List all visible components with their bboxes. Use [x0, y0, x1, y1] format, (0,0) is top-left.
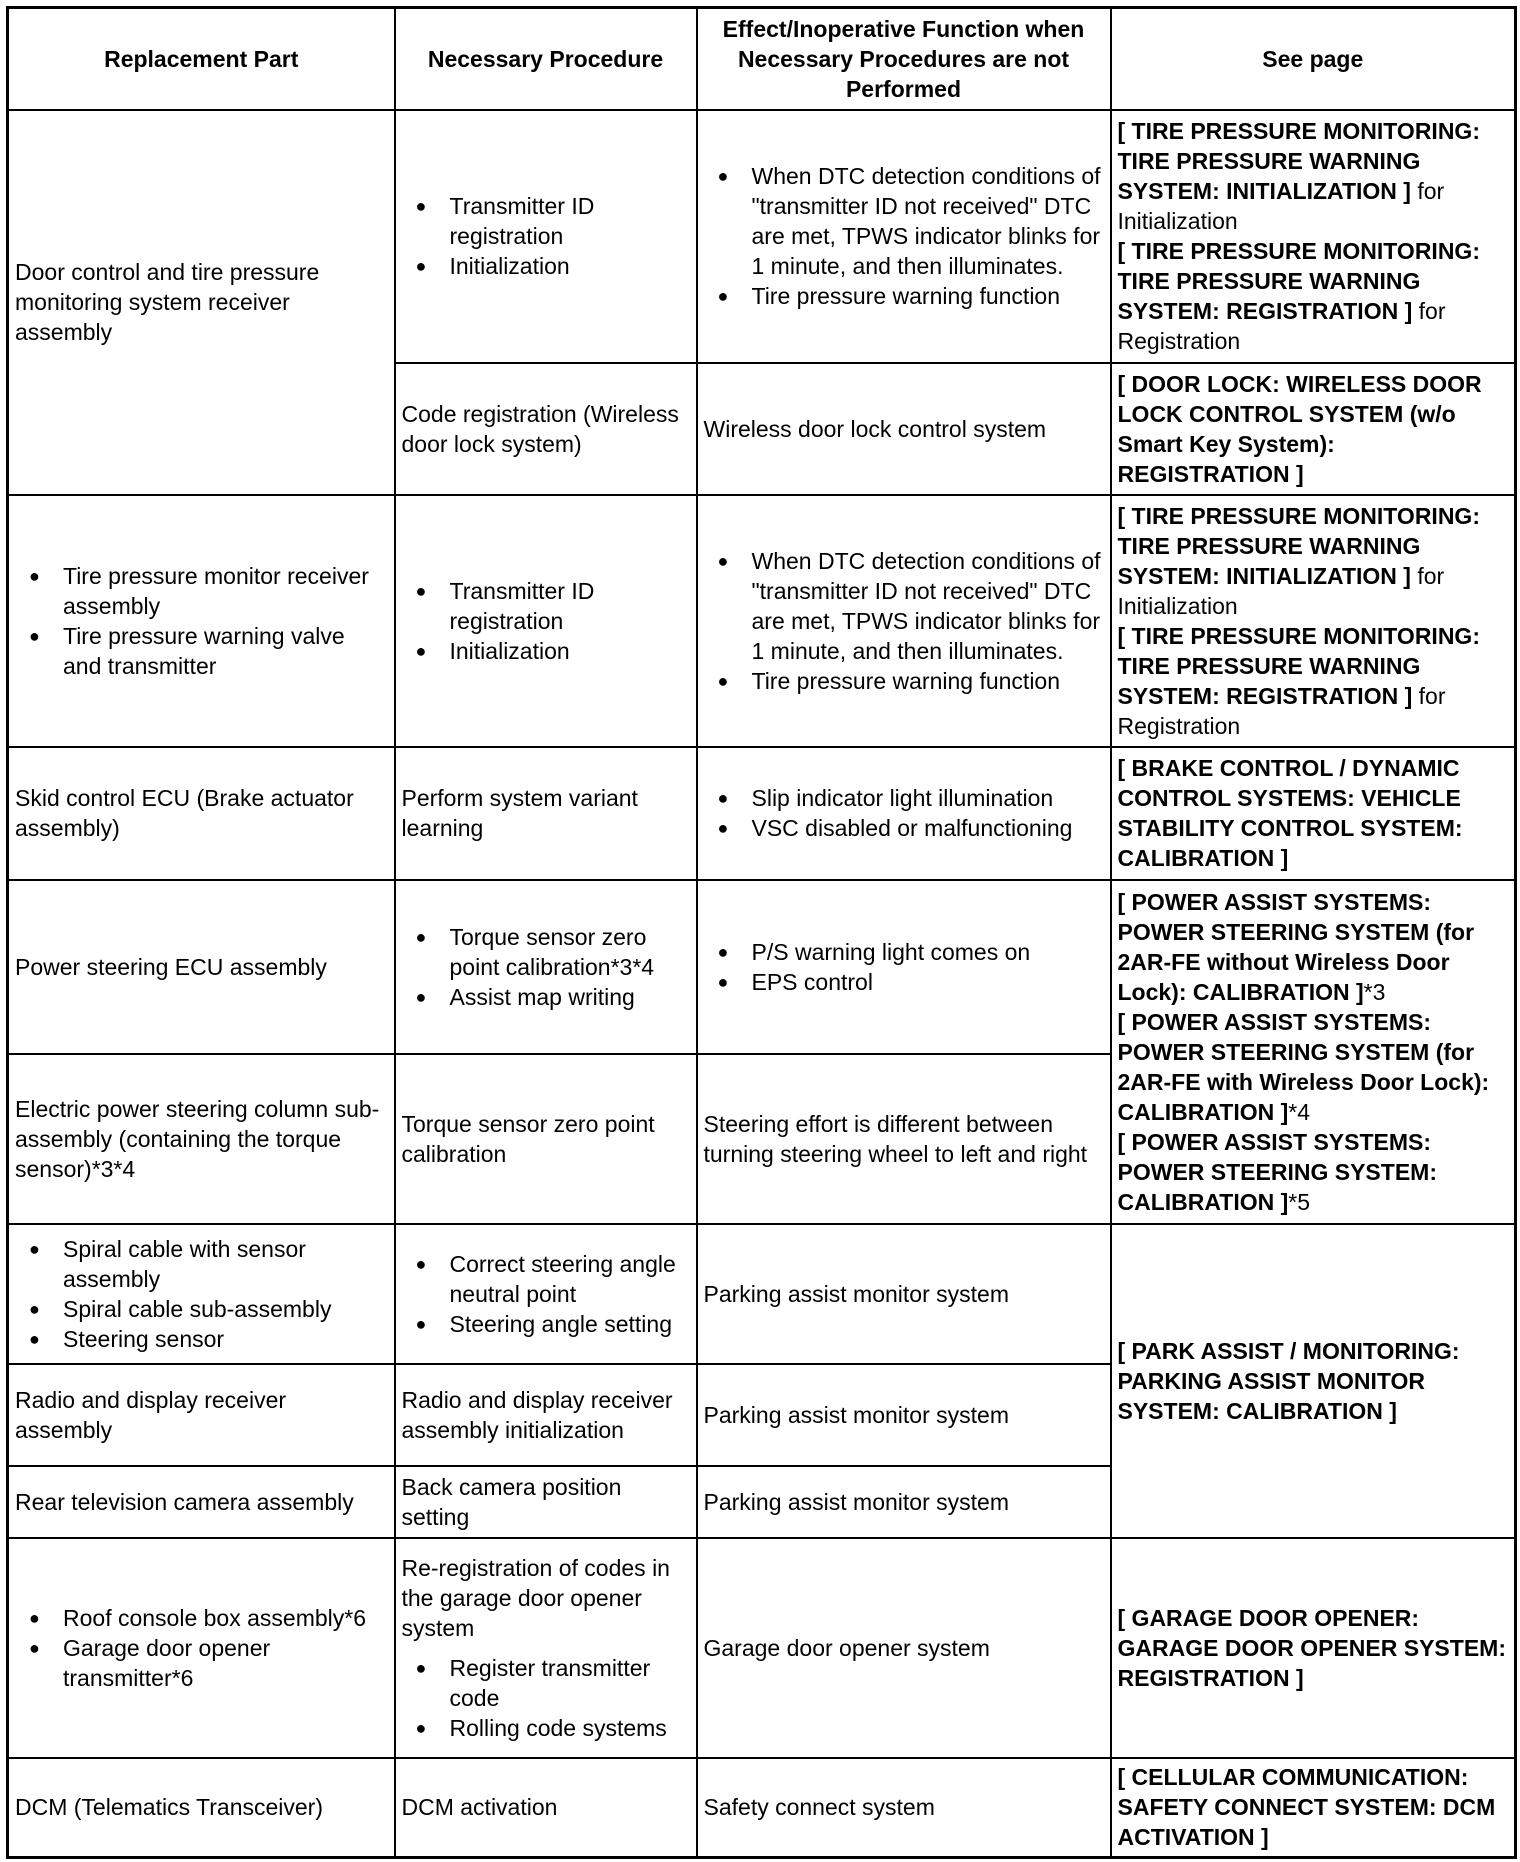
- see-page-cell: [1111, 495, 1516, 747]
- header-replacement-part: Replacement Part: [8, 8, 395, 110]
- procedure-cell: [395, 1224, 697, 1364]
- procedure-cell: Code registration (Wireless door lock system): [395, 363, 697, 495]
- see-page-link[interactable]: [ DOOR LOCK: WIRELESS DOOR LOCK CONTROL SYSTEM (w/o Smart Key System): REGISTRATION ]: [1117, 370, 1482, 487]
- list-item: ● Tire pressure warning function: [704, 281, 1104, 311]
- table-row: [8, 1224, 1516, 1364]
- list-item: ● Spiral cable sub-assembly: [15, 1294, 388, 1324]
- effect-cell: Steering effort is different between turning steering wheel to left and right: [697, 1054, 1111, 1224]
- list-item: ● Rolling code systems: [402, 1713, 690, 1743]
- part-cell: Door control and tire pressure monitoring system receiver assembly: [8, 110, 395, 495]
- see-page-note: for Registration: [1117, 298, 1446, 354]
- table-row: [8, 880, 1516, 1054]
- effect-cell: Parking assist monitor system: [697, 1364, 1111, 1466]
- see-page-link[interactable]: [ TIRE PRESSURE MONITORING: TIRE PRESSURE WARNING SYSTEM: REGISTRATION ]: [1117, 238, 1480, 324]
- procedure-text: Re-registration of codes in the garage door opener system: [401, 1554, 670, 1641]
- list-item: ● Slip indicator light illumination: [704, 783, 1104, 813]
- see-page-cell: [1111, 880, 1516, 1224]
- part-cell: [8, 1538, 395, 1758]
- part-cell: [8, 1224, 395, 1364]
- see-page-link[interactable]: [ BRAKE CONTROL / DYNAMIC CONTROL SYSTEMS: VEHICLE STABILITY CONTROL SYSTEM: CALIBRATION ]: [1117, 755, 1463, 871]
- procedure-cell: Back camera position setting: [395, 1466, 697, 1538]
- see-page-cell: [1111, 1224, 1516, 1538]
- list-item: ● Garage door opener transmitter*6: [15, 1633, 388, 1693]
- header-necessary-procedure: Necessary Procedure: [395, 8, 697, 110]
- list-item: ● Steering angle setting: [402, 1309, 690, 1339]
- see-page-note: for Registration: [1117, 682, 1446, 739]
- list-item: ● Initialization: [402, 636, 690, 666]
- see-page-link[interactable]: [ POWER ASSIST SYSTEMS: POWER STEERING SYSTEM (for 2AR-FE with Wireless Door Lock): CALIBRATION ]: [1117, 1008, 1490, 1125]
- list-item: ● Tire pressure warning valve and transmitter: [15, 621, 388, 681]
- part-cell: Skid control ECU (Brake actuator assembly): [8, 747, 395, 880]
- see-page-cell: [1111, 1538, 1516, 1758]
- replacement-procedures-table: [6, 6, 1517, 1859]
- list-item: ● Torque sensor zero point calibration*3*4: [402, 922, 690, 982]
- see-page-link[interactable]: [ POWER ASSIST SYSTEMS: POWER STEERING SYSTEM: CALIBRATION ]: [1117, 1128, 1437, 1215]
- header-see-page: See page: [1111, 8, 1516, 110]
- see-page-cell: [1111, 1758, 1516, 1858]
- list-item: ● Register transmitter code: [402, 1653, 690, 1713]
- part-cell: Electric power steering column sub-assembly (containing the torque sensor)*3*4: [8, 1054, 395, 1224]
- list-item: ● Correct steering angle neutral point: [402, 1249, 690, 1309]
- effect-cell: [697, 747, 1111, 880]
- list-item: ● Tire pressure warning function: [704, 666, 1104, 696]
- effect-cell: Garage door opener system: [697, 1538, 1111, 1758]
- list-item: ● Tire pressure monitor receiver assembly: [15, 561, 388, 621]
- list-item: ● Initialization: [402, 251, 690, 281]
- see-page-link[interactable]: [ TIRE PRESSURE MONITORING: TIRE PRESSURE WARNING SYSTEM: INITIALIZATION ]: [1117, 118, 1480, 204]
- list-item: ● Roof console box assembly*6: [15, 1603, 388, 1633]
- table-row: [8, 495, 1516, 747]
- list-item: ● EPS control: [704, 967, 1104, 997]
- list-item: ● Transmitter ID registration: [402, 191, 690, 251]
- header-effect: Effect/Inoperative Function when Necessary Procedures are not Performed: [697, 8, 1111, 110]
- see-page-link[interactable]: [ CELLULAR COMMUNICATION: SAFETY CONNECT SYSTEM: DCM ACTIVATION ]: [1117, 1764, 1496, 1851]
- procedure-cell: [395, 495, 697, 747]
- effect-cell: Wireless door lock control system: [697, 363, 1111, 495]
- part-cell: Radio and display receiver assembly: [8, 1364, 395, 1466]
- procedure-cell: [395, 880, 697, 1054]
- part-cell: DCM (Telematics Transceiver): [8, 1758, 395, 1858]
- effect-cell: Safety connect system: [697, 1758, 1111, 1858]
- see-page-cell: [1111, 363, 1516, 495]
- procedure-cell: Perform system variant learning: [395, 747, 697, 880]
- table-row: [8, 1758, 1516, 1858]
- see-page-note: *3: [1363, 978, 1386, 1005]
- see-page-note: *5: [1288, 1188, 1311, 1215]
- see-page-link[interactable]: [ GARAGE DOOR OPENER: GARAGE DOOR OPENER SYSTEM: REGISTRATION ]: [1117, 1604, 1506, 1691]
- list-item: ● When DTC detection conditions of "transmitter ID not received" DTC are met, TPWS indicator blinks for 1 minute, and then illuminates.: [704, 161, 1104, 281]
- header-row: [8, 8, 1516, 110]
- list-item: ● Steering sensor: [15, 1324, 388, 1354]
- procedure-cell: [395, 110, 697, 363]
- see-page-note: for Initialization: [1117, 178, 1445, 234]
- see-page-link[interactable]: [ PARK ASSIST / MONITORING: PARKING ASSIST MONITOR SYSTEM: CALIBRATION ]: [1117, 1337, 1460, 1424]
- see-page-link[interactable]: [ TIRE PRESSURE MONITORING: TIRE PRESSURE WARNING SYSTEM: INITIALIZATION ]: [1117, 502, 1480, 589]
- see-page-cell: [1111, 110, 1516, 363]
- part-cell: Power steering ECU assembly: [8, 880, 395, 1054]
- table-row: [8, 747, 1516, 880]
- effect-cell: [697, 110, 1111, 363]
- effect-cell: [697, 880, 1111, 1054]
- procedure-cell: DCM activation: [395, 1758, 697, 1858]
- effect-cell: [697, 495, 1111, 747]
- procedure-cell: [395, 1538, 697, 1758]
- procedure-cell: Torque sensor zero point calibration: [395, 1054, 697, 1224]
- see-page-note: for Initialization: [1117, 562, 1445, 619]
- part-cell: Rear television camera assembly: [8, 1466, 395, 1538]
- procedure-cell: Radio and display receiver assembly initialization: [395, 1364, 697, 1466]
- see-page-cell: [1111, 747, 1516, 880]
- list-item: ● When DTC detection conditions of "transmitter ID not received" DTC are met, TPWS indicator blinks for 1 minute, and then illuminates.: [704, 546, 1104, 666]
- list-item: ● Assist map writing: [402, 982, 690, 1012]
- table-row: [8, 1538, 1516, 1758]
- see-page-note: *4: [1288, 1098, 1311, 1125]
- table-row: [8, 110, 1516, 363]
- effect-cell: Parking assist monitor system: [697, 1466, 1111, 1538]
- list-item: ● P/S warning light comes on: [704, 937, 1104, 967]
- see-page-link[interactable]: [ TIRE PRESSURE MONITORING: TIRE PRESSURE WARNING SYSTEM: REGISTRATION ]: [1117, 622, 1480, 709]
- see-page-link[interactable]: [ POWER ASSIST SYSTEMS: POWER STEERING SYSTEM (for 2AR-FE without Wireless Door Lock): CALIBRATION ]: [1117, 888, 1475, 1005]
- list-item: ● Spiral cable with sensor assembly: [15, 1234, 388, 1294]
- part-cell: [8, 495, 395, 747]
- list-item: ● Transmitter ID registration: [402, 576, 690, 636]
- list-item: ● VSC disabled or malfunctioning: [704, 813, 1104, 843]
- effect-cell: Parking assist monitor system: [697, 1224, 1111, 1364]
